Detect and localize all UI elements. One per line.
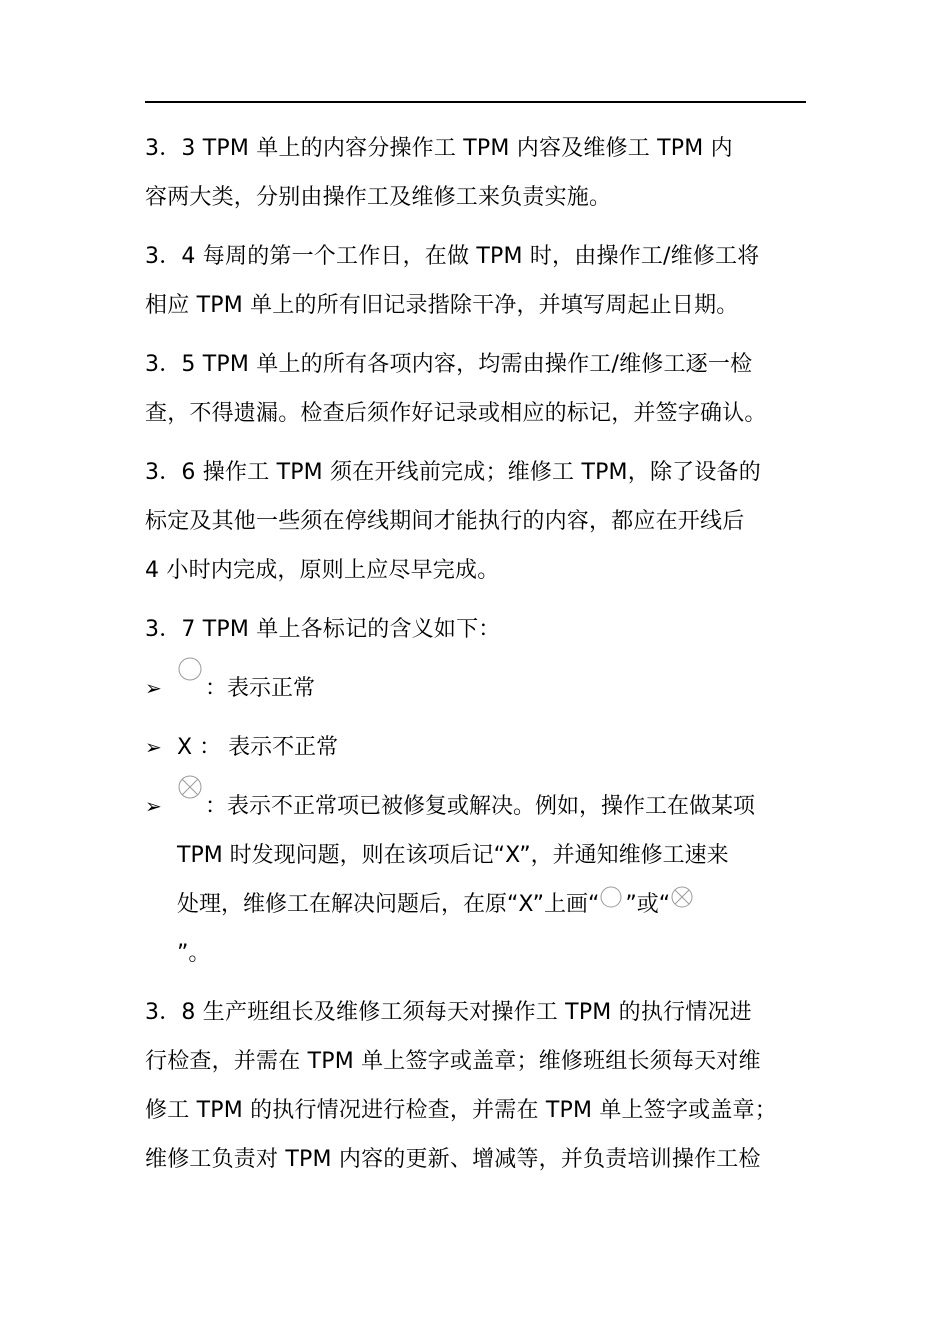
text-line: ”。 [177,941,211,966]
text-line: 3．4 每周的第一个工作日，在做 TPM 时，由操作工/维修工将 [145,244,760,269]
circle-icon [599,885,625,909]
mark-x-symbol: X [177,735,193,760]
circled-x-icon [670,885,696,909]
text-line [145,880,810,929]
mark-normal-item [145,664,810,713]
text-line: 行检查，并需在 TPM 单上签字或盖章；维修班组长须每天对维 [145,1049,761,1074]
arrow-bullet-icon: ➢ [145,735,162,759]
mark-repaired-text: ：表示不正常项已被修复或解决。例如，操作工在做某项 [205,794,756,819]
circle-icon [177,672,205,696]
text-line: 查，不得遗漏。检查后须作好记录或相应的标记，并签字确认。 [145,401,767,426]
arrow-bullet-icon: ➢ [145,676,162,700]
paragraph-3-7 [145,605,810,654]
text-line: 4 小时内完成，原则上应尽早完成。 [145,558,500,583]
text-line: 3．5 TPM 单上的所有各项内容，均需由操作工/维修工逐一检 [145,352,753,377]
mark-abnormal-text: ： 表示不正常 [199,735,339,760]
text-segment: ”或“ [625,892,671,917]
paragraph-3-3 [145,124,810,222]
text-line: 相应 TPM 单上的所有旧记录揩除干净，并填写周起止日期。 [145,293,739,318]
mark-abnormal-item [145,723,810,772]
text-line: TPM 时发现问题，则在该项后记“X”，并通知维修工速来 [177,843,729,868]
text-line: 3．8 生产班组长及维修工须每天对操作工 TPM 的执行情况进 [145,1000,752,1025]
header-rule [145,101,806,103]
text-line: 容两大类，分别由操作工及维修工来负责实施。 [145,185,612,210]
arrow-bullet-icon: ➢ [145,794,162,818]
paragraph-3-6 [145,448,810,595]
paragraph-3-5 [145,340,810,438]
paragraph-3-4 [145,232,810,330]
text-line: 标定及其他一些须在停线期间才能执行的内容，都应在开线后 [145,509,745,534]
text-line: 修工 TPM 的执行情况进行检查，并需在 TPM 单上签字或盖章； [145,1098,777,1123]
mark-repaired-item [145,782,810,978]
text-line: 3．3 TPM 单上的内容分操作工 TPM 内容及维修工 TPM 内 [145,136,733,161]
text-line: 3．6 操作工 TPM 须在开线前完成；维修工 TPM，除了设备的 [145,460,761,485]
paragraph-3-8 [145,988,810,1184]
document-body [145,124,810,1194]
circled-x-icon [177,790,205,814]
text-line: 3．7 TPM 单上各标记的含义如下： [145,617,501,642]
text-line: 维修工负责对 TPM 内容的更新、增减等，并负责培训操作工检 [145,1147,761,1172]
mark-normal-text: ：表示正常 [205,676,316,701]
text-segment: 处理，维修工在解决问题后，在原“X”上画“ [177,892,600,917]
